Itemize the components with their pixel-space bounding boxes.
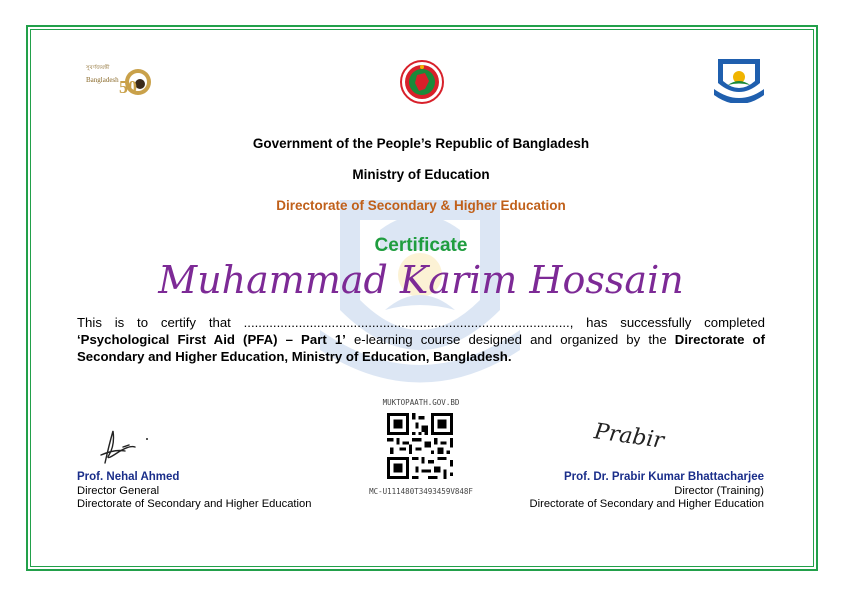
logo-left-text-top: সুবর্ণজয়ন্তী <box>86 65 110 71</box>
logo-left-number: 50 <box>119 77 137 97</box>
recipient-name: Muhammad Karim Hossain <box>158 258 684 302</box>
dshe-emblem-icon <box>712 55 766 103</box>
left-signature-icon <box>95 425 160 467</box>
verification-site: MUKTOPAATH.GOV.BD <box>382 398 460 407</box>
left-signatory-title: Director General <box>77 484 160 497</box>
body-middle: e-learning course designed and organized by the <box>345 332 675 347</box>
verification-code: MC-U111480T3493459V848F <box>369 487 473 496</box>
left-signatory-org: Directorate of Secondary and Higher Education <box>77 498 312 510</box>
logo-left-text-bottom: Bangladesh <box>86 76 119 84</box>
certificate-title: Certificate <box>374 235 468 256</box>
body-intro: This is to certify that ........................................................................................., has successfully completed <box>77 315 765 330</box>
directorate-heading: Directorate of Secondary & Higher Education <box>276 198 566 213</box>
certificate-body <box>77 314 765 365</box>
right-signature: Prabir <box>592 419 666 454</box>
left-signatory <box>77 471 311 512</box>
right-signatory <box>530 471 764 512</box>
government-seal-icon <box>399 59 445 105</box>
right-signatory-org: Directorate of Secondary and Higher Education <box>529 498 764 510</box>
ministry-heading: Ministry of Education <box>352 167 490 182</box>
right-signatory-name: Prof. Dr. Prabir Kumar Bhattacharjee <box>563 471 764 483</box>
organizer-name: Directorate of Secondary and Higher Education, Ministry of Education, Bangladesh. <box>77 332 765 364</box>
government-heading: Government of the People’s Republic of Bangladesh <box>252 136 590 151</box>
course-name: ‘Psychological First Aid (PFA) – Part 1’ <box>77 332 346 347</box>
left-signatory-name: Prof. Nehal Ahmed <box>77 471 180 483</box>
qr-code-icon[interactable] <box>387 413 453 479</box>
right-signatory-title: Director (Training) <box>674 484 764 497</box>
bangladesh-50-logo-icon <box>85 58 155 98</box>
